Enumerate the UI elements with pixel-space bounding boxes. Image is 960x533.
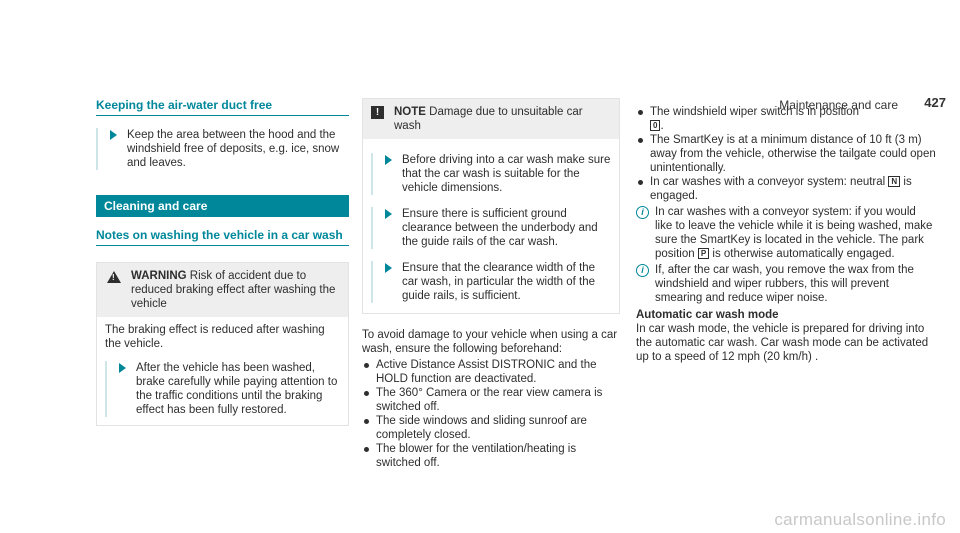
note-title [394,105,611,133]
site-watermark: carmanualsonline.info [774,510,946,529]
conditions-list [636,105,936,203]
step-arrow-icon [119,363,126,373]
list-item-text: The windshield wiper switch is in position [650,106,860,118]
step-ground-clearance [371,207,611,249]
neutral-symbol: N [888,176,900,187]
step-text: Keep the area between the hood and the windshield free of deposits, e.g. ice, snow and leaves. [127,129,340,169]
step-arrow-icon [385,263,392,273]
step-text: Ensure there is sufficient ground clearance between the underbody and the guide rails of the car wash. [402,208,598,248]
cleaning-care-heading: Cleaning and care [96,195,349,217]
note-label: NOTE [394,106,426,118]
note-header [363,99,619,139]
list-item [636,175,936,203]
info-text-part: In car washes with a conveyor system: if you would like to leave the vehicle while it is being washed, make sure the SmartKey is located in the vehicle. The park position [655,206,933,260]
warning-triangle-icon: ! [107,271,121,283]
position-zero-symbol: 0 [650,120,660,131]
list-item: The windshield wiper switch is in position 0 . [636,105,936,133]
exclamation-icon: ! [371,106,384,119]
warning-title-text: Risk of accident due to reduced braking effect after washing the vehicle [131,270,336,310]
info-text: If, after the car wash, you remove the wax from the windshield and wiper rubbers, this will prevent smearing and reduce wiper noise. [655,264,914,304]
list-item: The side windows and sliding sunroof are completely closed. [362,414,620,442]
step-check-dimensions [371,153,611,195]
warning-header [97,263,348,317]
intro-paragraph: To avoid damage to your vehicle when using a car wash, ensure the following beforehand: [362,329,618,355]
step-brake-carefully [105,361,340,417]
info-text-part: is otherwise automatically engaged. [712,248,895,260]
info-note-conveyor [636,205,936,261]
page-number: 427 [924,95,946,110]
car-wash-mode-text: In car wash mode, the vehicle is prepared for driving into the automatic car wash. Car wash mode can be activated up to a speed of 12 mph (20 km/h) . [636,323,929,363]
warning-body-text: The braking effect is reduced after washing the vehicle. [105,324,325,350]
note-body [363,139,619,313]
step-keep-area-free [96,128,349,170]
step-clearance-width [371,261,611,303]
list-item: The 360° Camera or the rear view camera is switched off. [362,386,620,414]
step-text: Ensure that the clearance width of the car wash, in particular the width of the guide rails, is sufficient. [402,262,596,302]
note-box [362,98,620,314]
info-text [655,205,936,261]
warning-box [96,262,349,426]
car-wash-mode-heading: Automatic car wash mode [636,309,779,321]
step-arrow-icon [110,130,117,140]
info-icon: i [636,264,649,277]
list-item-text: is engaged. [650,176,912,202]
warning-body [97,317,348,425]
note-title-text: Damage due to unsuitable car wash [394,106,583,132]
header-section: Maintenance and care [779,98,898,112]
step-text: After the vehicle has been washed, brake carefully while paying attention to the traffic conditions until the braking effect has been fully restored. [136,362,338,416]
air-water-duct-heading: Keeping the air-water duct free [96,98,349,116]
column-right [636,103,936,364]
warning-title [131,269,340,311]
list-item: The SmartKey is at a minimum distance of 10 ft (3 m) away from the vehicle, otherwise the tailgate could open unintentionally. [636,133,936,175]
precheck-list [362,358,620,470]
info-note-wax [636,263,936,305]
list-item: Active Distance Assist DISTRONIC and the HOLD function are deactivated. [362,358,620,386]
step-text: Before driving into a car wash make sure that the car wash is suitable for the vehicle dimensions. [402,154,611,194]
list-item-text: In car washes with a conveyor system: neutral [650,176,886,188]
info-icon: i [636,206,649,219]
list-item: The blower for the ventilation/heating is switched off. [362,442,620,470]
step-arrow-icon [385,209,392,219]
park-symbol: P [698,248,709,259]
step-arrow-icon [385,155,392,165]
column-middle [362,98,620,470]
car-wash-notes-heading: Notes on washing the vehicle in a car wash [96,228,349,246]
warning-label: WARNING [131,270,187,282]
column-left [96,98,349,426]
